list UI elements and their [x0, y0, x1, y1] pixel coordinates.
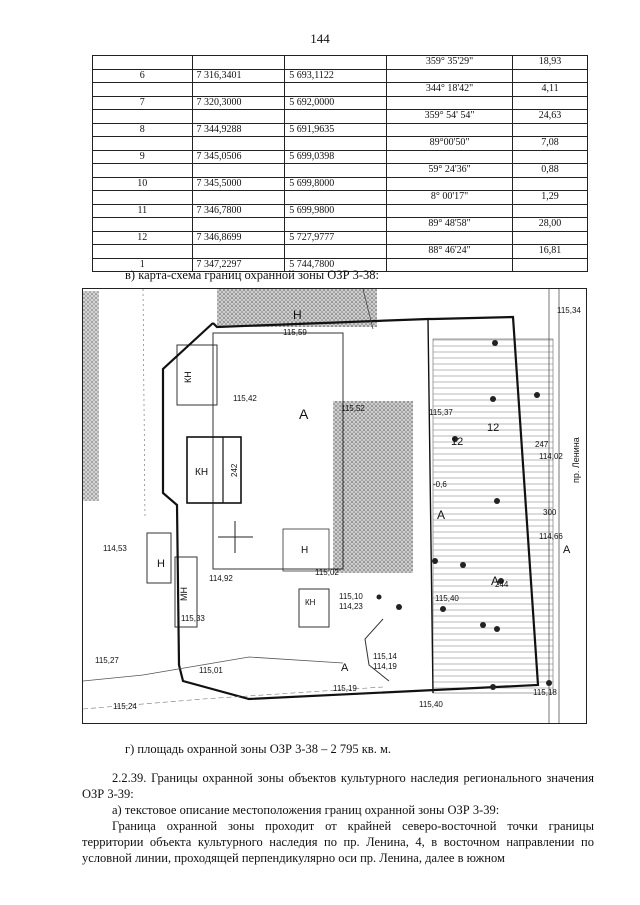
table-row — [93, 164, 588, 178]
elev-115-37: 115,37 — [429, 408, 453, 417]
label-300: 300 — [543, 508, 557, 517]
cell-point — [93, 110, 193, 124]
cell-angle: 89°00'50" — [387, 137, 513, 151]
label-kn-small: КН — [183, 371, 193, 383]
elev-115-18: 115,18 — [533, 688, 557, 697]
elev-115-52: 115,52 — [341, 404, 365, 413]
elev-114-92: 114,92 — [209, 574, 233, 583]
cell-y — [285, 191, 387, 205]
label-kn-garage: КН — [305, 598, 316, 607]
cell-point: 1 — [93, 258, 193, 272]
cell-point: 11 — [93, 204, 193, 218]
cell-point — [93, 56, 193, 70]
building-main — [213, 333, 343, 569]
cell-y: 5 699,8000 — [285, 177, 387, 191]
cell-x — [192, 164, 285, 178]
cell-y: 5 727,9777 — [285, 231, 387, 245]
table-row — [93, 177, 588, 191]
cell-distance: 7,08 — [513, 137, 588, 151]
street-label: пр. Ленина — [571, 437, 581, 483]
cell-x — [192, 110, 285, 124]
elev-114-53: 114,53 — [103, 544, 127, 553]
cell-x — [192, 218, 285, 232]
label-n-left: Н — [157, 558, 165, 570]
cell-angle: 8° 00'17" — [387, 191, 513, 205]
cell-y — [285, 164, 387, 178]
elev-115-33: 115,33 — [181, 614, 205, 623]
cell-angle — [387, 204, 513, 218]
cell-y — [285, 218, 387, 232]
cell-x — [192, 191, 285, 205]
cell-angle — [387, 123, 513, 137]
zone-map — [82, 288, 587, 724]
subsection-heading: а) текстовое описание местоположения границ охранной зоны ОЗР 3-39: — [112, 803, 500, 817]
cell-y: 5 692,0000 — [285, 96, 387, 110]
cell-distance: 18,93 — [513, 56, 588, 70]
cell-point — [93, 218, 193, 232]
cell-x — [192, 245, 285, 259]
table-row — [93, 231, 588, 245]
cell-point — [93, 191, 193, 205]
table-row — [93, 150, 588, 164]
label-n-inner: Н — [301, 545, 309, 556]
cell-distance — [513, 231, 588, 245]
cell-angle: 344° 18'42" — [387, 83, 513, 97]
cell-distance: 4,11 — [513, 83, 588, 97]
cell-y — [285, 83, 387, 97]
label-242: 242 — [230, 463, 239, 477]
cell-distance — [513, 177, 588, 191]
table-row — [93, 191, 588, 205]
table-row — [93, 123, 588, 137]
cell-x: 7 345,0506 — [192, 150, 285, 164]
cell-point — [93, 245, 193, 259]
elev-115-34: 115,34 — [557, 306, 581, 315]
cell-x: 7 320,3000 — [192, 96, 285, 110]
cell-x: 7 347,2297 — [192, 258, 285, 272]
table-row — [93, 56, 588, 70]
cell-distance — [513, 150, 588, 164]
label-minus-06: -0,6 — [433, 480, 447, 489]
cell-point — [93, 83, 193, 97]
cell-distance — [513, 204, 588, 218]
coordinates-table — [92, 55, 588, 272]
cell-y — [285, 110, 387, 124]
cell-angle — [387, 69, 513, 83]
cell-x — [192, 137, 285, 151]
elev-115-27: 115,27 — [95, 656, 119, 665]
label-244: 244 — [495, 580, 509, 589]
label-a4: А — [341, 662, 349, 674]
cell-y: 5 691,9635 — [285, 123, 387, 137]
cell-point: 10 — [93, 177, 193, 191]
cell-point: 6 — [93, 69, 193, 83]
cell-distance — [513, 96, 588, 110]
cell-y — [285, 137, 387, 151]
cell-point — [93, 164, 193, 178]
elev-114-19: 114,19 — [373, 662, 397, 671]
cell-angle — [387, 177, 513, 191]
table-row — [93, 110, 588, 124]
label-a1: А — [299, 406, 309, 422]
body-paragraph: Граница охранной зоны проходит от крайней северо-восточной точки границы территории объекта культурного наследия по пр. Ленина, 4, в восточном направлении по условной линии, проходящей перпендикулярно оси пр. Ленина, далее в южном — [82, 819, 594, 865]
table-row — [93, 96, 588, 110]
building-kn-garage — [299, 589, 329, 627]
table-row — [93, 204, 588, 218]
table-row — [93, 83, 588, 97]
table-row — [93, 69, 588, 83]
cell-angle: 89° 48'58" — [387, 218, 513, 232]
elev-114-23: 114,23 — [339, 602, 363, 611]
cell-y: 5 744,7800 — [285, 258, 387, 272]
cell-distance: 0,88 — [513, 164, 588, 178]
cell-angle — [387, 231, 513, 245]
cell-point: 8 — [93, 123, 193, 137]
cell-point — [93, 137, 193, 151]
elev-115-01: 115,01 — [199, 666, 223, 675]
cell-y: 5 693,1122 — [285, 69, 387, 83]
page-number: 144 — [310, 31, 330, 46]
elev-114-02: 114,02 — [539, 452, 563, 461]
table-row — [93, 218, 588, 232]
elev-115-40: 115,40 — [435, 594, 459, 603]
elev-115-02: 115,02 — [315, 568, 339, 577]
label-a3: А — [491, 574, 500, 588]
cell-angle — [387, 150, 513, 164]
cell-distance: 16,81 — [513, 245, 588, 259]
cell-y — [285, 56, 387, 70]
zone-map-drawing — [83, 289, 586, 723]
cell-point: 12 — [93, 231, 193, 245]
table-row — [93, 245, 588, 259]
cell-x: 7 345,5000 — [192, 177, 285, 191]
cell-distance — [513, 123, 588, 137]
label-a2: А — [437, 508, 446, 522]
label-mn: МН — [179, 587, 189, 601]
label-247: 247 — [535, 440, 549, 449]
elev-115-42: 115,42 — [233, 394, 257, 403]
elev-115-40b: 115,40 — [419, 700, 443, 709]
cell-y — [285, 245, 387, 259]
cell-angle — [387, 96, 513, 110]
hatched-area-left — [83, 291, 99, 501]
elev-115-10: 115,10 — [339, 592, 363, 601]
cell-distance — [513, 69, 588, 83]
label-n-top: Н — [293, 308, 302, 322]
cell-x: 7 344,9288 — [192, 123, 285, 137]
cell-point: 9 — [93, 150, 193, 164]
elev-114-66: 114,66 — [539, 532, 563, 541]
elev-115-19: 115,19 — [333, 684, 357, 693]
cell-distance: 1,29 — [513, 191, 588, 205]
cell-x: 7 346,8699 — [192, 231, 285, 245]
cell-distance: 24,63 — [513, 110, 588, 124]
map-caption: в) карта-схема границ охранной зоны ОЗР 3-38: — [125, 268, 380, 282]
table-row — [93, 137, 588, 151]
cell-y: 5 699,9800 — [285, 204, 387, 218]
cell-point: 7 — [93, 96, 193, 110]
label-12a: 12 — [451, 436, 464, 448]
elev-115-24: 115,24 — [113, 702, 137, 711]
cell-x: 7 346,7800 — [192, 204, 285, 218]
cell-angle: 88° 46'24" — [387, 245, 513, 259]
elev-115-59: 115,59 — [283, 328, 307, 337]
label-a5: А — [563, 544, 571, 556]
cell-y: 5 699,0398 — [285, 150, 387, 164]
cell-x — [192, 56, 285, 70]
cell-angle: 359° 35'29" — [387, 56, 513, 70]
cell-distance — [513, 258, 588, 272]
label-kn-building: КН — [195, 467, 209, 478]
cell-angle: 359° 54' 54" — [387, 110, 513, 124]
cell-distance: 28,00 — [513, 218, 588, 232]
section-heading: 2.2.39. Границы охранной зоны объектов культурного наследия регионального значения ОЗР 3-39: — [82, 771, 594, 801]
area-caption: г) площадь охранной зоны ОЗР 3-38 – 2 795 кв. м. — [125, 742, 391, 756]
cell-angle — [387, 258, 513, 272]
cell-angle: 59° 24'36" — [387, 164, 513, 178]
elev-115-14: 115,14 — [373, 652, 397, 661]
label-12b: 12 — [487, 422, 500, 434]
cell-x: 7 316,3401 — [192, 69, 285, 83]
cell-x — [192, 83, 285, 97]
